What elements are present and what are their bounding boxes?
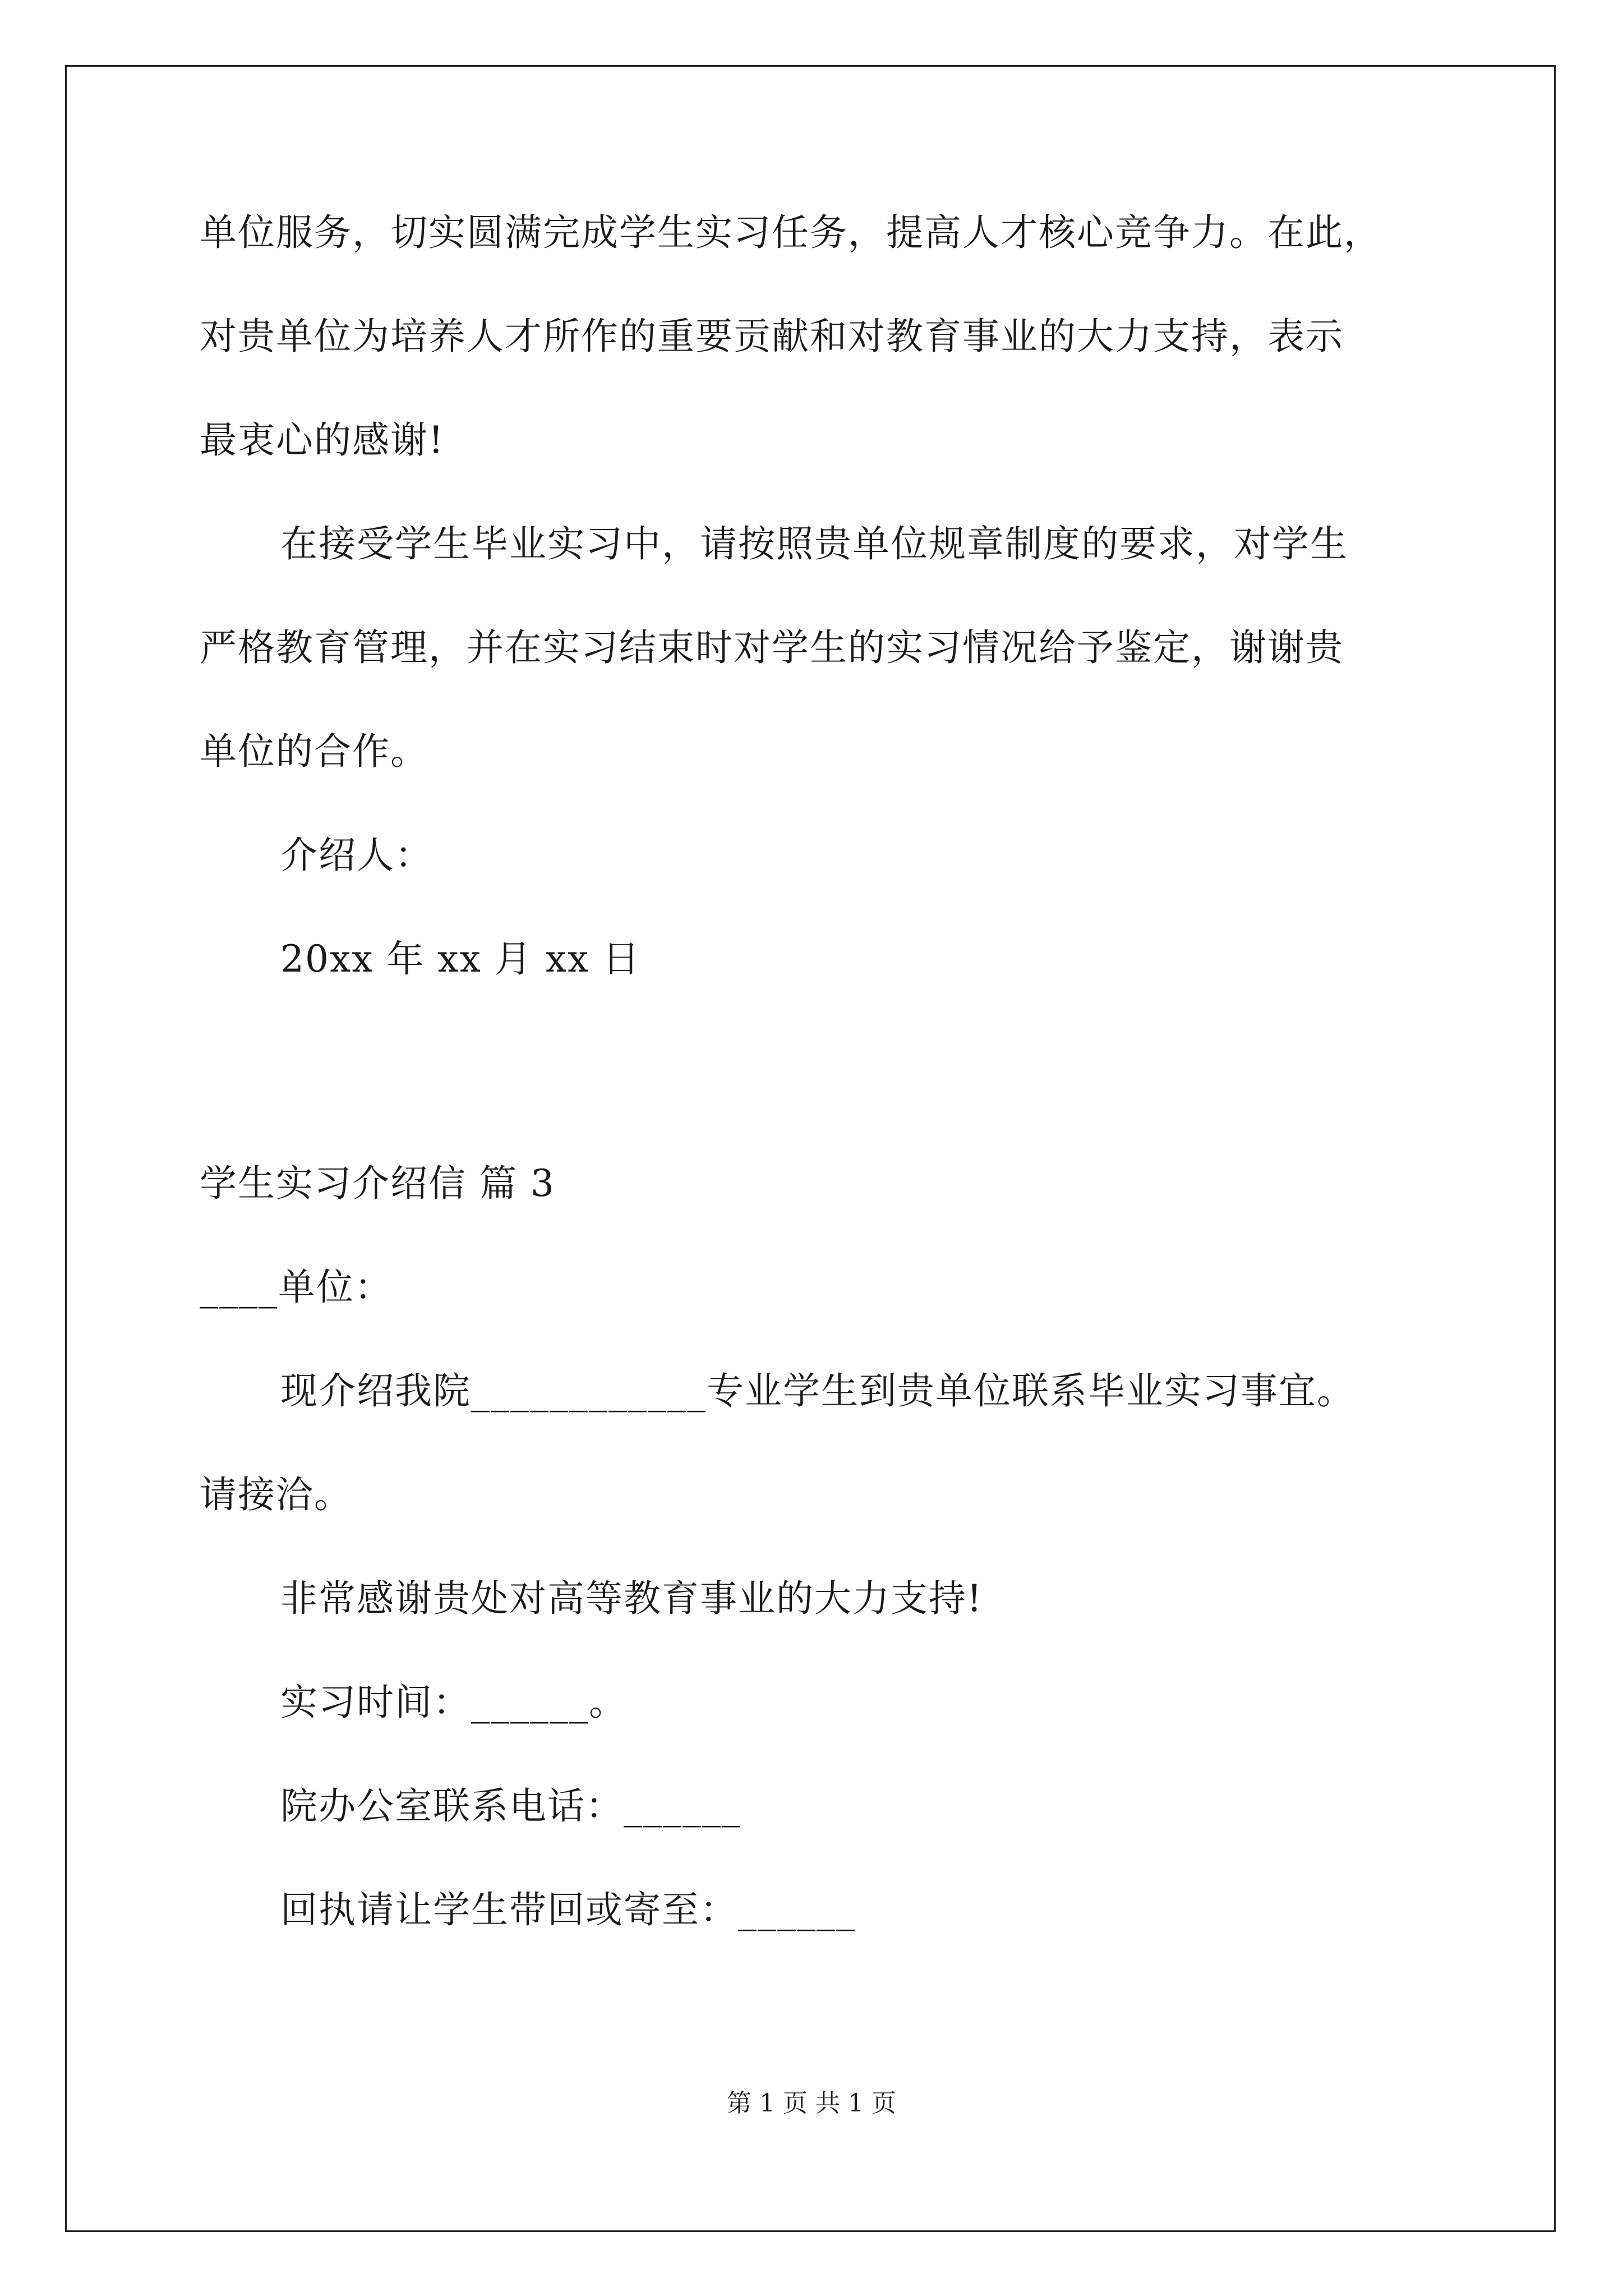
receipt-line: 回执请让学生带回或寄至：______ xyxy=(280,1888,856,1931)
section-title: 学生实习介绍信 篇 3 xyxy=(200,1162,555,1205)
paragraph-1-line-3: 最衷心的感谢! xyxy=(200,418,445,462)
office-phone-line: 院办公室联系电话：______ xyxy=(280,1784,741,1828)
body-line-2: 请接洽。 xyxy=(200,1473,352,1516)
date-line: 20xx 年 xx 月 xx 日 xyxy=(280,937,641,981)
paragraph-1-line-1: 单位服务，切实圆满完成学生实习任务，提高人才核心竞争力。在此， xyxy=(200,211,1382,254)
thanks-line: 非常感谢贵处对高等教育事业的大力支持! xyxy=(280,1577,983,1620)
internship-time-line: 实习时间：______。 xyxy=(280,1681,627,1724)
paragraph-2-line-2: 严格教育管理，并在实习结束时对学生的实习情况给予鉴定，谢谢贵 xyxy=(200,626,1344,669)
paragraph-2-line-1: 在接受学生毕业实习中，请按照贵单位规章制度的要求，对学生 xyxy=(280,522,1348,565)
page-footer: 第 1 页 共 1 页 xyxy=(727,2089,896,2118)
body-line-1: 现介绍我院____________专业学生到贵单位联系毕业实习事宜。 xyxy=(280,1369,1355,1412)
paragraph-2-line-3: 单位的合作。 xyxy=(200,730,428,773)
introducer-label: 介绍人： xyxy=(280,834,433,877)
addressee-line: ____单位： xyxy=(200,1266,393,1309)
paragraph-1-line-2: 对贵单位为培养人才所作的重要贡献和对教育事业的大力支持，表示 xyxy=(200,315,1344,358)
